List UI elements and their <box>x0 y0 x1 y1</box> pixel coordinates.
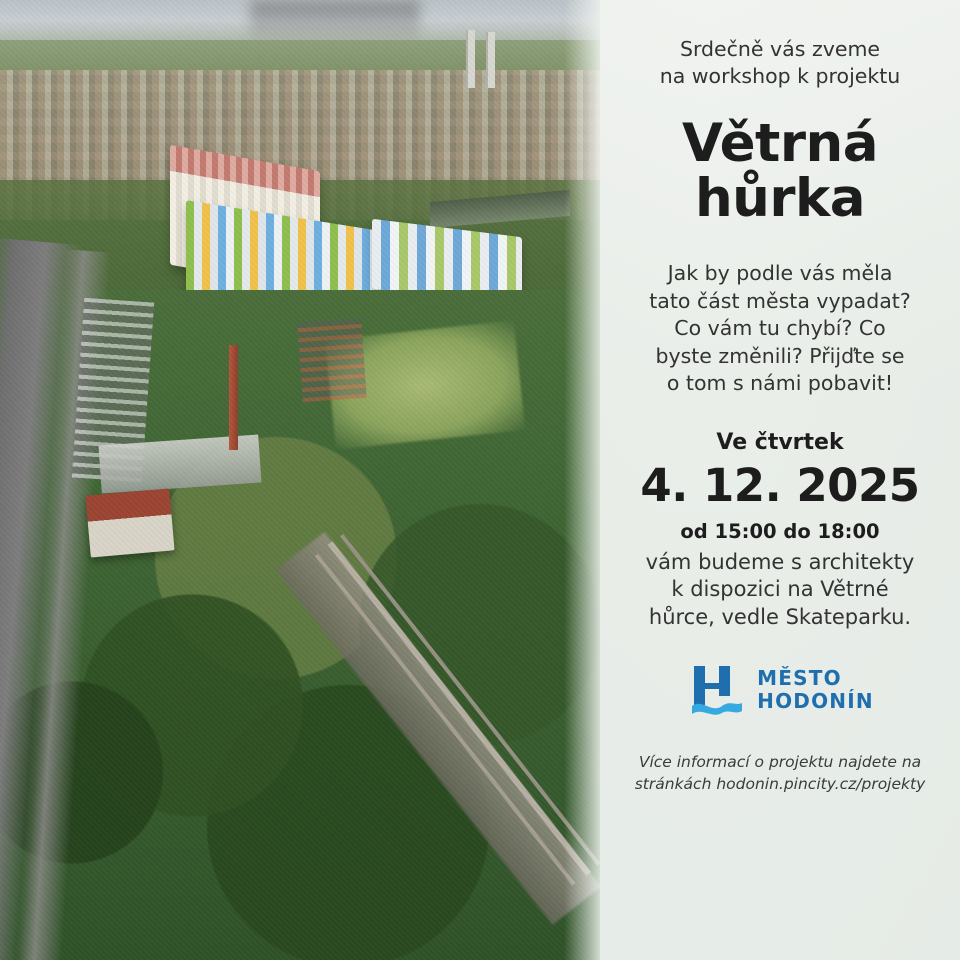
project-title-line2: hůrka <box>694 168 866 230</box>
invitation-intro-line2: na workshop k projektu <box>659 64 901 89</box>
city-logo <box>616 662 944 718</box>
location-line-1: vám budeme s architekty <box>645 549 915 574</box>
chimney-stack-right-icon <box>486 32 495 88</box>
parking-lot-center <box>297 318 366 402</box>
city-h-wave-logo-icon <box>686 662 748 718</box>
event-location-text <box>616 549 944 632</box>
city-logo-words <box>757 667 874 712</box>
project-title-line1: Větrná <box>681 113 879 175</box>
info-panel <box>600 0 960 960</box>
question-line-5: o tom s námi pobavit! <box>666 371 894 396</box>
invitation-intro-line1: Srdečně vás zveme <box>679 37 881 61</box>
family-house-red-roof <box>85 488 174 557</box>
question-line-3: Co vám tu chybí? Co <box>674 316 886 341</box>
question-line-1: Jak by podle vás měla <box>667 261 893 286</box>
event-date: 4. 12. 2025 <box>640 458 920 512</box>
event-day-label: Ve čtvrtek <box>716 429 844 455</box>
location-line-2: k dispozici na Větrné <box>671 577 889 602</box>
footer-line-2: stránkách hodonin.pincity.cz/projekty <box>634 774 926 793</box>
footer-line-1: Více informací o projektu najdete na <box>638 752 922 771</box>
city-logo-word-2: HODONÍN <box>757 688 874 713</box>
question-line-4: byste změnili? Přijďte se <box>655 343 905 368</box>
brick-chimney <box>229 345 238 450</box>
invitation-intro <box>616 36 944 90</box>
footer-note <box>616 752 944 795</box>
question-text <box>616 260 944 397</box>
city-logo-word-1: MĚSTO <box>757 666 842 691</box>
event-time: od 15:00 do 18:00 <box>680 519 880 543</box>
project-title <box>616 113 944 230</box>
chimney-stack-left-icon <box>466 30 475 88</box>
location-line-3: hůrce, vedle Skateparku. <box>648 605 912 630</box>
question-line-2: tato část města vypadat? <box>649 288 911 313</box>
